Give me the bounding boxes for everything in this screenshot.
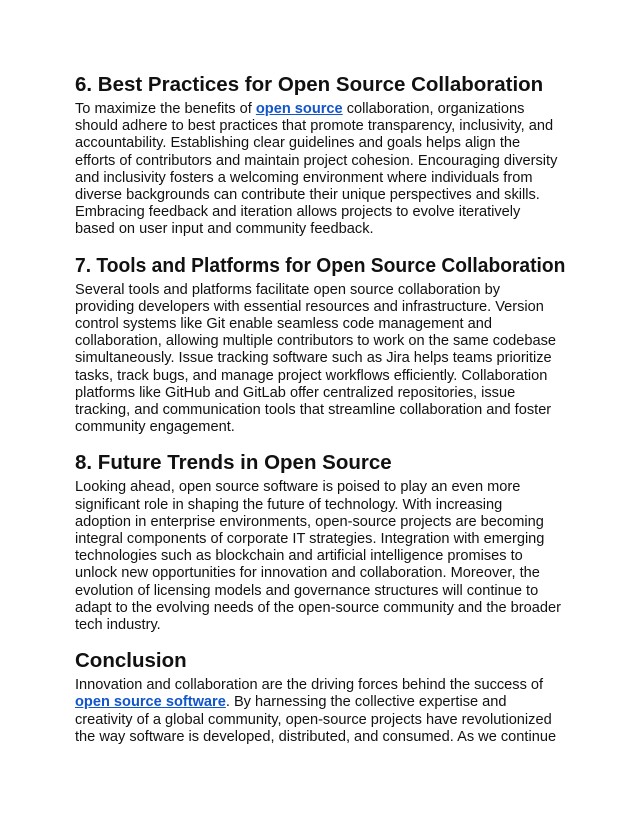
section-paragraph — [75, 282, 565, 437]
paragraph-line — [75, 712, 565, 729]
paragraph-line — [75, 514, 565, 531]
inline-link[interactable]: open source software — [75, 694, 226, 711]
paragraph-line — [75, 497, 565, 514]
paragraph-line — [75, 350, 565, 367]
text-run: creativity of a global community, open-source projects have revolutionized — [75, 711, 552, 728]
text-run: . By harnessing the collective expertise and — [225, 694, 507, 711]
text-run: adoption in enterprise environments, open-source projects are becoming — [75, 513, 544, 530]
paragraph-line — [75, 368, 565, 385]
text-run: collaboration, organizations — [342, 101, 525, 117]
paragraph-line — [75, 153, 565, 170]
text-run: should adhere to best practices that promote transparency, inclusivity, and — [75, 118, 554, 135]
document-page — [75, 72, 565, 760]
text-run: unlock new opportunities for innovation and collaboration. Moreover, the — [75, 565, 540, 582]
paragraph-line — [75, 221, 565, 238]
text-run: Embracing feedback and iteration allows projects to evolve iteratively — [75, 204, 521, 221]
text-run: providing developers with essential resources and infrastructure. Version — [75, 298, 544, 315]
paragraph-line — [75, 600, 565, 617]
paragraph-line — [75, 204, 565, 221]
paragraph-line — [75, 677, 565, 694]
text-run: significant role in shaping the future of technology. With increasing — [75, 496, 503, 513]
text-run: collaboration, allowing multiple contributors to work on the same codebase — [75, 333, 557, 350]
section-paragraph — [75, 479, 565, 634]
paragraph-line — [75, 531, 565, 548]
text-run: evolution of licensing models and governance structures will continue to — [75, 582, 539, 599]
text-run: diverse backgrounds can contribute their unique perspectives and skills. — [75, 187, 540, 204]
text-run: tracking, and communication tools that streamline collaboration and foster — [75, 402, 552, 419]
paragraph-line — [75, 299, 565, 316]
section-heading: 7. Tools and Platforms for Open Source Collaboration — [75, 253, 566, 277]
text-run: control systems like Git enable seamless code management and — [75, 316, 492, 333]
text-run: tech industry. — [75, 617, 161, 634]
paragraph-line — [75, 583, 565, 600]
text-run: efforts of contributors and maintain project cohesion. Encouraging diversity — [75, 152, 558, 169]
paragraph-line — [75, 729, 565, 746]
paragraph-line — [75, 316, 565, 333]
paragraph-line — [75, 282, 565, 299]
paragraph-line — [75, 565, 565, 582]
text-run: and inclusivity fosters a welcoming environment where individuals from — [75, 169, 533, 186]
paragraph-line — [75, 479, 565, 496]
text-run: adapt to the evolving needs of the open-source community and the broader — [75, 599, 561, 616]
text-run: the way software is developed, distributed, and consumed. As we continue — [75, 728, 557, 745]
paragraph-line — [75, 617, 565, 634]
text-run: simultaneously. Issue tracking software such as Jira helps teams prioritize — [75, 350, 552, 367]
paragraph-line — [75, 135, 565, 152]
text-run: community engagement. — [75, 419, 235, 436]
paragraph-line — [75, 101, 565, 118]
inline-link[interactable]: open source — [255, 101, 343, 117]
text-run: Looking ahead, open source software is poised to play an even more — [75, 479, 521, 496]
section-paragraph — [75, 677, 565, 746]
paragraph-line — [75, 333, 565, 350]
text-run: technologies such as blockchain and artificial intelligence promises to — [75, 548, 523, 565]
paragraph-line — [75, 187, 565, 204]
text-run: integral components of corporate IT strategies. Integration with emerging — [75, 531, 545, 548]
section-heading: Conclusion — [75, 649, 187, 673]
text-run: Several tools and platforms facilitate open source collaboration by — [75, 281, 501, 298]
section-paragraph — [75, 101, 565, 239]
text-run: To maximize the benefits of — [75, 101, 256, 117]
text-run: accountability. Establishing clear guidelines and goals helps align the — [75, 135, 521, 152]
paragraph-line — [75, 402, 565, 419]
text-run: Innovation and collaboration are the driving forces behind the success of — [75, 677, 544, 694]
section-heading: 6. Best Practices for Open Source Collaboration — [75, 73, 544, 96]
paragraph-line — [75, 385, 565, 402]
paragraph-line — [75, 694, 565, 711]
paragraph-line — [75, 548, 565, 565]
section-heading: 8. Future Trends in Open Source — [75, 451, 392, 475]
paragraph-line — [75, 419, 565, 436]
text-run: based on user input and community feedback. — [75, 221, 374, 238]
text-run: platforms like GitHub and GitLab offer centralized repositories, issue — [75, 384, 516, 401]
text-run: tasks, track bugs, and manage project workflows efficiently. Collaboration — [75, 367, 548, 384]
paragraph-line — [75, 170, 565, 187]
paragraph-line — [75, 118, 565, 135]
